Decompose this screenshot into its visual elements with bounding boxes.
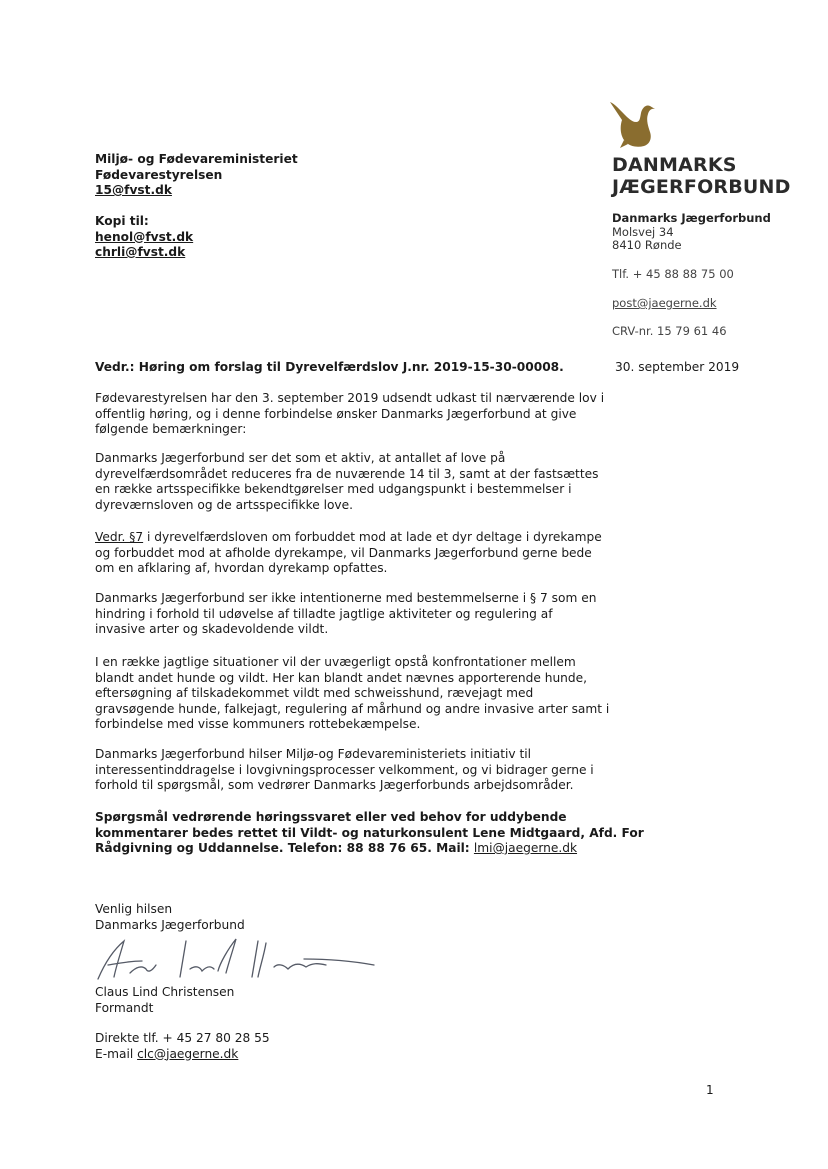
paragraph-line: eftersøgning af tilskadekommet vildt med schweisshund, rævejagt med xyxy=(95,686,534,700)
duck-logo-icon xyxy=(606,98,656,150)
paragraph-line: I en række jagtlige situationer vil der uvægerligt opstå konfrontationer mellem xyxy=(95,655,576,669)
paragraph-line: forbindelse med visse kommuners rottebekæmpelse. xyxy=(95,717,421,731)
paragraph-line: kommentarer bedes rettet til Vildt- og naturkonsulent Lene Midtgaard, Afd. For xyxy=(95,825,644,840)
signer-name: Claus Lind Christensen xyxy=(95,985,235,999)
paragraph-line: forhold til spørgsmål, som vedrører Danmarks Jægerforbunds arbejdsområder. xyxy=(95,778,574,792)
paragraph-line: Fødevarestyrelsen har den 3. september 2019 udsendt udkast til nærværende lov i xyxy=(95,391,605,405)
paragraph-line: interessentinddragelse i lovgivningsprocesser velkomment, og vi bidrager gerne i xyxy=(95,762,594,777)
paragraph-line: invasive arter og skadevoldende vildt. xyxy=(95,622,329,636)
paragraph-line: blandt andet hunde og vildt. Her kan blandt andet nævnes apporterende hunde, xyxy=(95,670,588,685)
sender-phone: Tlf. + 45 88 88 75 00 xyxy=(612,267,734,281)
letter-subject: Vedr.: Høring om forslag til Dyrevelfærdslov J.nr. 2019-15-30-00008. xyxy=(95,360,564,374)
paragraph-line: om en afklaring af, hvordan dyrekamp opfattes. xyxy=(95,561,388,575)
signer-block xyxy=(95,985,234,1016)
paragraph-line: dyreværnsloven og de artsspecifikke love. xyxy=(95,497,354,512)
sender-email-link[interactable]: post@jaegerne.dk xyxy=(612,296,717,310)
sender-name: Danmarks Jægerforbund xyxy=(612,211,771,225)
page-number: 1 xyxy=(706,1083,714,1097)
signer-title: Formandt xyxy=(95,1000,154,1015)
letter-date: 30. september 2019 xyxy=(615,360,740,374)
paragraph-line: hindring i forhold til udøvelse af tilladte jagtlige aktiviteter og regulering af xyxy=(95,606,553,621)
recipient-block xyxy=(95,152,298,199)
paragraph-line: en række artsspecifikke bekendtgørelser med udgangspunkt i bestemmelser i xyxy=(95,482,572,496)
signer-contact xyxy=(95,1031,270,1062)
sender-street: Molsvej 34 xyxy=(612,224,674,239)
copy-to-block xyxy=(95,214,193,261)
section-7-reference: Vedr. §7 xyxy=(95,530,144,544)
paragraph-2 xyxy=(95,451,610,513)
logo-line-2: JÆGERFORBUND xyxy=(612,176,791,198)
paragraph-7-contact xyxy=(95,810,644,857)
signer-email-link[interactable]: clc@jaegerne.dk xyxy=(137,1046,239,1061)
paragraph-line: og forbuddet mod at afholde dyrekampe, vil Danmarks Jægerforbund gerne bede xyxy=(95,545,592,560)
paragraph-3 xyxy=(95,530,610,577)
signer-email-label: E-mail xyxy=(95,1046,138,1061)
paragraph-line: Danmarks Jægerforbund ser ikke intentionerne med bestemmelserne i § 7 som en xyxy=(95,591,597,605)
recipient-ministry: Miljø- og Fødevareministeriet xyxy=(95,152,298,166)
signer-phone: Direkte tlf. + 45 27 80 28 55 xyxy=(95,1031,270,1045)
copy-to-label: Kopi til: xyxy=(95,214,149,228)
closing-block xyxy=(95,902,245,933)
logo-line-1: DANMARKS xyxy=(612,154,737,176)
copy-email-link-1[interactable]: henol@fvst.dk xyxy=(95,229,194,244)
copy-email-link-2[interactable]: chrli@fvst.dk xyxy=(95,245,186,259)
paragraph-line: følgende bemærkninger: xyxy=(95,422,247,436)
closing-org: Danmarks Jægerforbund xyxy=(95,917,245,932)
consultant-email-link[interactable]: lmi@jaegerne.dk xyxy=(473,841,578,855)
paragraph-4 xyxy=(95,591,610,638)
paragraph-line: Spørgsmål vedrørende høringssvaret eller ved behov for uddybende xyxy=(95,810,567,824)
paragraph-line: offentlig høring, og i denne forbindelse ønsker Danmarks Jægerforbund at give xyxy=(95,406,577,421)
paragraph-line: Danmarks Jægerforbund hilser Miljø-og Fødevareministeriets initiativ til xyxy=(95,747,532,761)
handwritten-signature xyxy=(90,935,380,985)
closing-greeting: Venlig hilsen xyxy=(95,902,173,916)
paragraph-line: dyrevelfærdsområdet reduceres fra de nuværende 14 til 3, samt at der fastsættes xyxy=(95,466,599,481)
paragraph-line: gravsøgende hunde, falkejagt, regulering af mårhund og andre invasive arter samt i xyxy=(95,701,610,716)
logo-wordmark xyxy=(612,154,791,198)
paragraph-line: Rådgivning og Uddannelse. Telefon: 88 88 76 65. Mail: xyxy=(95,841,474,855)
sender-address xyxy=(612,212,771,253)
paragraph-line: Danmarks Jægerforbund ser det som et aktiv, at antallet af love på xyxy=(95,451,506,465)
sender-city: 8410 Rønde xyxy=(612,238,682,252)
paragraph-1 xyxy=(95,391,610,438)
paragraph-line: i dyrevelfærdsloven om forbuddet mod at lade et dyr deltage i dyrekampe xyxy=(143,530,602,544)
paragraph-5 xyxy=(95,655,610,733)
recipient-agency: Fødevarestyrelsen xyxy=(95,167,223,182)
sender-cvr: CRV-nr. 15 79 61 46 xyxy=(612,324,727,338)
paragraph-6 xyxy=(95,747,610,794)
recipient-email-link[interactable]: 15@fvst.dk xyxy=(95,183,172,197)
